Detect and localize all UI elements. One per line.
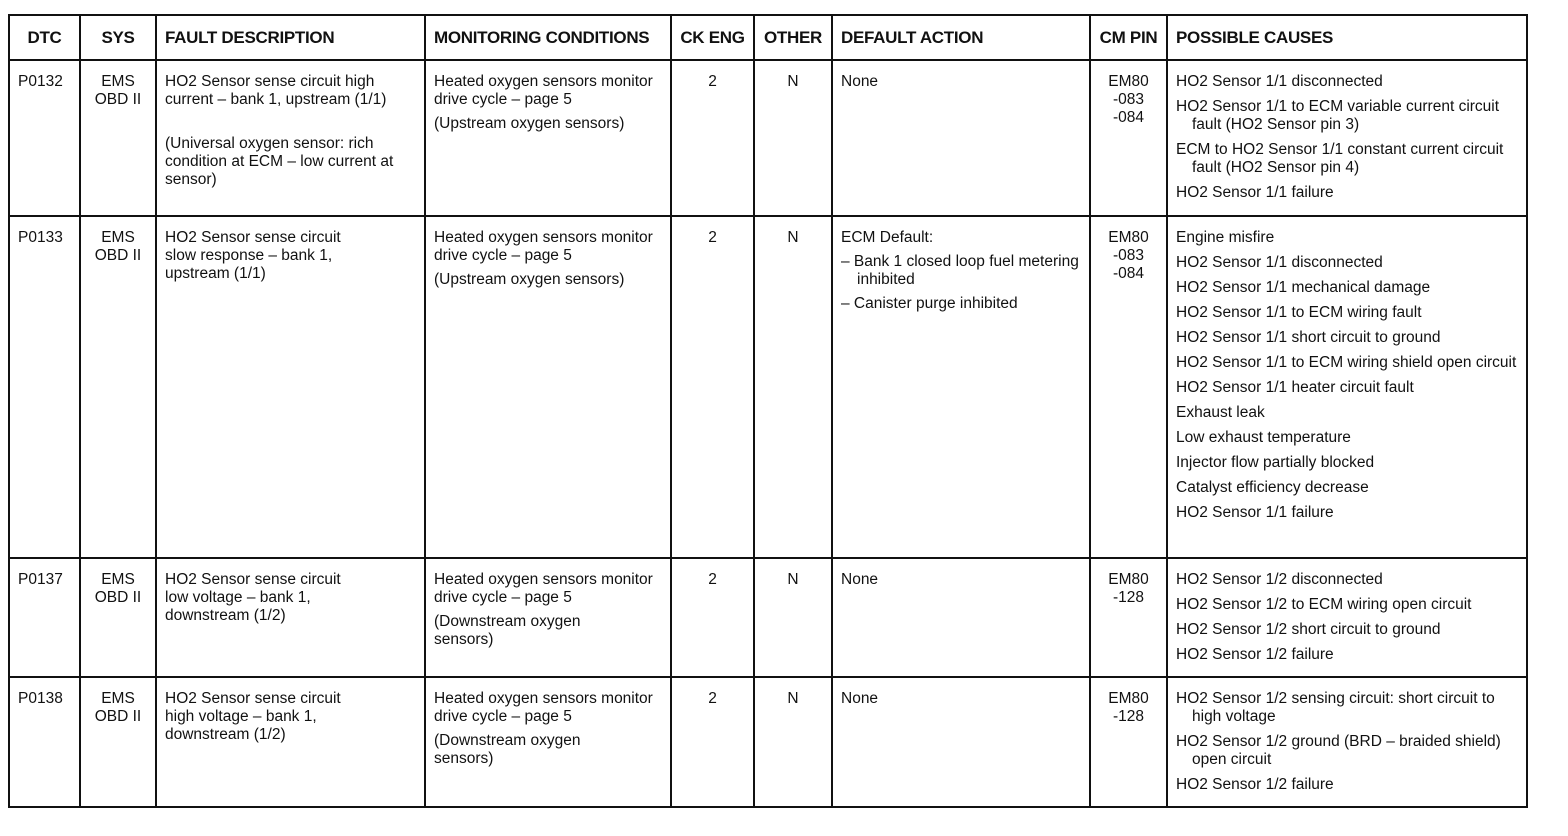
cm-pin [1090,558,1167,677]
monitoring-text: Heated oxygen sensors monitor drive cycle – page 5 [434,73,653,108]
cause-item: HO2 Sensor 1/1 to ECM variable current circuit fault (HO2 Sensor pin 3) [1176,98,1500,133]
default-action-title: None [841,73,879,90]
cause-item: Low exhaust temperature [1176,429,1351,446]
sys-line: EMS [101,690,135,707]
ck-eng-value: 2 [671,60,754,216]
cause-item: HO2 Sensor 1/2 failure [1176,776,1334,793]
cause-item: Exhaust leak [1176,404,1265,421]
monitoring-conditions [425,60,671,216]
dtc-code: P0133 [9,216,80,558]
header-dtc: DTC [9,15,80,60]
cm-pin-line: EM80 [1108,73,1149,90]
table-row [9,216,1527,558]
table-row [9,558,1527,677]
fault-text: HO2 Sensor sense circuit high current – bank 1, upstream (1/1) [165,73,387,108]
sys-line: EMS [101,571,135,588]
other-value: N [754,558,832,677]
header-default-action: DEFAULT ACTION [832,15,1090,60]
dtc-table [8,14,1528,808]
cause-item: HO2 Sensor 1/1 failure [1176,504,1334,521]
cause-item: Catalyst efficiency decrease [1176,479,1369,496]
cause-item: HO2 Sensor 1/1 heater circuit fault [1176,379,1414,396]
fault-note: (Universal oxygen sensor: rich condition at ECM – low current at sensor) [165,135,394,188]
header-cm-pin: CM PIN [1090,15,1167,60]
default-action [832,677,1090,807]
monitoring-text: Heated oxygen sensors monitor drive cycle – page 5 [434,571,653,606]
ck-eng-value: 2 [671,216,754,558]
dtc-code: P0137 [9,558,80,677]
table-row [9,60,1527,216]
cause-item: HO2 Sensor 1/2 to ECM wiring open circuit [1176,596,1472,613]
monitoring-conditions [425,677,671,807]
fault-description [156,558,425,677]
dtc-code: P0132 [9,60,80,216]
default-action-item: – Canister purge inhibited [841,295,1018,312]
fault-description [156,216,425,558]
default-action [832,60,1090,216]
header-row [9,15,1527,60]
ck-eng-value: 2 [671,558,754,677]
sys-line: EMS [101,73,135,90]
cm-pin-line: EM80 [1108,229,1149,246]
fault-description [156,677,425,807]
default-action-title: ECM Default: [841,229,934,246]
cm-pin-line: EM80 [1108,571,1149,588]
cm-pin-line: -128 [1112,589,1145,606]
cause-item: HO2 Sensor 1/2 ground (BRD – braided shield) open circuit [1176,733,1501,768]
default-action [832,558,1090,677]
header-fault-description: FAULT DESCRIPTION [156,15,425,60]
cm-pin [1090,677,1167,807]
cause-item: Engine misfire [1176,229,1275,246]
cm-pin-line: -128 [1112,708,1145,725]
cm-pin-line: -084 [1112,265,1145,282]
possible-causes [1167,558,1527,677]
sys-cell [80,216,156,558]
cause-item: HO2 Sensor 1/1 to ECM wiring fault [1176,304,1422,321]
cause-item: HO2 Sensor 1/2 sensing circuit: short circuit to high voltage [1176,690,1495,725]
possible-causes [1167,216,1527,558]
monitoring-note: (Upstream oxygen sensors) [434,115,625,132]
fault-text: HO2 Sensor sense circuit slow response – bank 1, upstream (1/1) [165,229,341,282]
cm-pin-line: -083 [1112,247,1145,264]
header-ck-eng: CK ENG [671,15,754,60]
other-value: N [754,677,832,807]
cause-item: ECM to HO2 Sensor 1/1 constant current circuit fault (HO2 Sensor pin 4) [1176,141,1504,176]
header-sys: SYS [80,15,156,60]
monitoring-text: Heated oxygen sensors monitor drive cycle – page 5 [434,229,653,264]
fault-text: HO2 Sensor sense circuit low voltage – bank 1, downstream (1/2) [165,571,341,624]
cause-item: HO2 Sensor 1/1 to ECM wiring shield open circuit [1176,354,1517,371]
cause-item: HO2 Sensor 1/1 failure [1176,184,1334,201]
monitoring-note: (Upstream oxygen sensors) [434,271,625,288]
monitoring-note: (Downstream oxygen sensors) [434,613,581,648]
header-other: OTHER [754,15,832,60]
cm-pin [1090,60,1167,216]
cm-pin-line: -083 [1112,91,1145,108]
sys-line: OBD II [94,708,142,725]
possible-causes [1167,677,1527,807]
default-action [832,216,1090,558]
sys-line: EMS [101,229,135,246]
sys-line: OBD II [94,589,142,606]
monitoring-conditions [425,216,671,558]
other-value: N [754,60,832,216]
monitoring-note: (Downstream oxygen sensors) [434,732,581,767]
default-action-title: None [841,571,879,588]
cause-item: HO2 Sensor 1/2 failure [1176,646,1334,663]
cause-item: HO2 Sensor 1/2 short circuit to ground [1176,621,1441,638]
cause-item: HO2 Sensor 1/1 disconnected [1176,254,1383,271]
sys-cell [80,558,156,677]
sys-line: OBD II [94,247,142,264]
ck-eng-value: 2 [671,677,754,807]
monitoring-text: Heated oxygen sensors monitor drive cycle – page 5 [434,690,653,725]
cm-pin-line: EM80 [1108,690,1149,707]
other-value: N [754,216,832,558]
cause-item: HO2 Sensor 1/1 disconnected [1176,73,1383,90]
sys-line: OBD II [94,91,142,108]
sys-cell [80,677,156,807]
default-action-title: None [841,690,879,707]
cause-item: HO2 Sensor 1/1 short circuit to ground [1176,329,1441,346]
sys-cell [80,60,156,216]
fault-text: HO2 Sensor sense circuit high voltage – bank 1, downstream (1/2) [165,690,341,743]
cause-item: HO2 Sensor 1/1 mechanical damage [1176,279,1431,296]
cause-item: Injector flow partially blocked [1176,454,1375,471]
monitoring-conditions [425,558,671,677]
cm-pin-line: -084 [1112,109,1145,126]
cause-item: HO2 Sensor 1/2 disconnected [1176,571,1383,588]
possible-causes [1167,60,1527,216]
cm-pin [1090,216,1167,558]
dtc-code: P0138 [9,677,80,807]
table-row [9,677,1527,807]
header-possible-causes: POSSIBLE CAUSES [1167,15,1527,60]
fault-description [156,60,425,216]
default-action-item: – Bank 1 closed loop fuel metering inhibited [841,253,1079,288]
header-monitoring-conditions: MONITORING CONDITIONS [425,15,671,60]
